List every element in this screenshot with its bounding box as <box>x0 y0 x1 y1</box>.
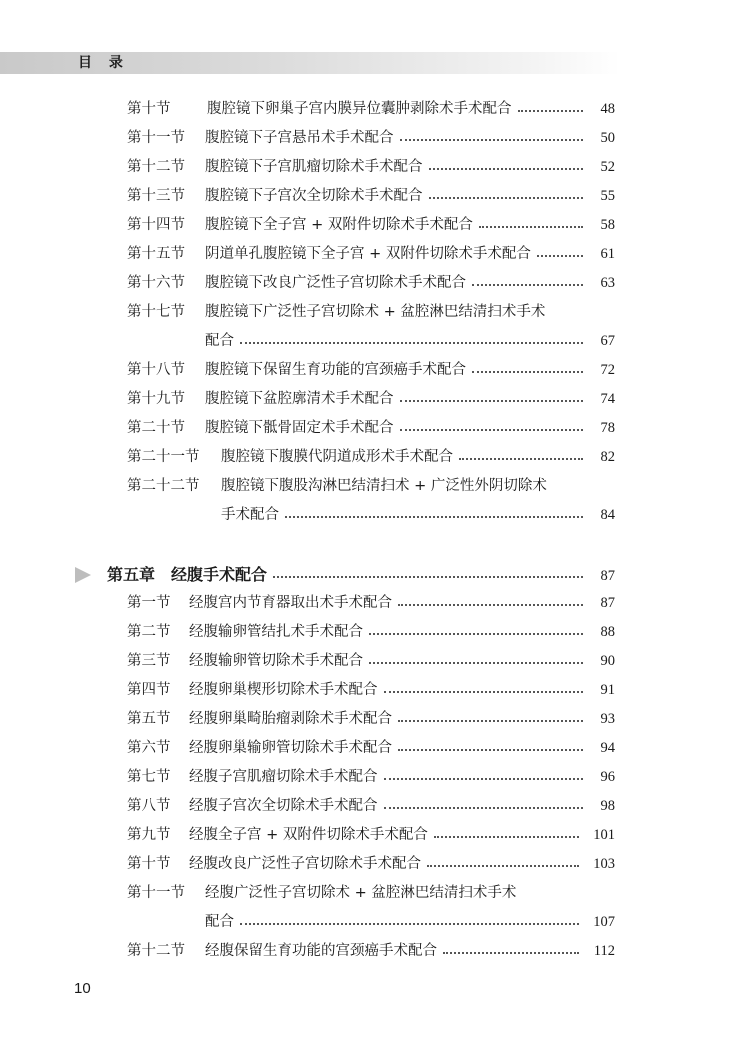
section-title: 腹腔镜下盆腔廓清术手术配合 <box>205 391 394 407</box>
section-title: 经腹改良广泛性子宫切除术手术配合 <box>189 856 421 872</box>
section-title-continued: 手术配合 <box>221 507 279 523</box>
section-title: 经腹输卵管切除术手术配合 <box>189 653 363 669</box>
leader-dots <box>472 284 583 286</box>
section-title: 腹腔镜下广泛性子宫切除术 + 盆腔淋巴结清扫术手术 <box>205 304 546 320</box>
toc-entry-line2[interactable] <box>205 911 615 933</box>
leader-dots <box>518 110 584 112</box>
leader-dots <box>398 749 583 751</box>
section-title: 经腹卵巢楔形切除术手术配合 <box>189 682 378 698</box>
toc-entry[interactable] <box>127 98 615 120</box>
toc-entry[interactable] <box>127 388 615 410</box>
section-title: 经腹卵巢畸胎瘤剥除术手术配合 <box>189 711 392 727</box>
leader-dots <box>398 604 583 606</box>
leader-dots <box>384 691 584 693</box>
page-ref: 72 <box>600 362 615 378</box>
leader-dots <box>427 865 579 867</box>
toc-header-title: 目 录 <box>78 55 129 71</box>
chapter-arrow-icon <box>75 567 91 583</box>
section-title: 腹腔镜下骶骨固定术手术配合 <box>205 420 394 436</box>
page-ref: 58 <box>600 217 615 233</box>
section-number: 第三节 <box>127 653 171 669</box>
section-title: 腹腔镜下子宫悬吊术手术配合 <box>205 130 394 146</box>
toc-entry-line2[interactable] <box>221 504 615 526</box>
toc-entry[interactable] <box>127 679 615 701</box>
section-number: 第十六节 <box>127 275 185 291</box>
leader-dots <box>398 720 583 722</box>
page-ref: 112 <box>593 943 615 959</box>
page-ref: 50 <box>600 130 615 146</box>
leader-dots <box>434 836 579 838</box>
toc-entry[interactable] <box>127 940 615 962</box>
toc-entry[interactable] <box>127 592 615 614</box>
page-ref: 78 <box>600 420 615 436</box>
section-title: 阴道单孔腹腔镜下全子宫 + 双附件切除术手术配合 <box>205 246 531 262</box>
leader-dots <box>273 576 583 578</box>
page-ref: 74 <box>600 391 615 407</box>
toc-entry[interactable] <box>127 156 615 178</box>
leader-dots <box>429 168 584 170</box>
section-number: 第十五节 <box>127 246 185 262</box>
page-ref: 103 <box>593 856 615 872</box>
section-title: 经腹宫内节育器取出术手术配合 <box>189 595 392 611</box>
toc-entry[interactable] <box>127 795 615 817</box>
section-number: 第十二节 <box>127 943 185 959</box>
section-number: 第六节 <box>127 740 171 756</box>
page-ref: 101 <box>593 827 615 843</box>
toc-entry[interactable] <box>127 417 615 439</box>
leader-dots <box>459 458 583 460</box>
section-number: 第二十二节 <box>127 478 200 494</box>
leader-dots <box>400 429 584 431</box>
section-title: 经腹广泛性子宫切除术 + 盆腔淋巴结清扫术手术 <box>205 885 517 901</box>
section-number: 第十一节 <box>127 885 185 901</box>
section-title: 经腹子宫次全切除术手术配合 <box>189 798 378 814</box>
section-number: 第八节 <box>127 798 171 814</box>
section-number: 第四节 <box>127 682 171 698</box>
leader-dots <box>384 807 584 809</box>
page-ref: 96 <box>600 769 615 785</box>
page-ref: 52 <box>600 159 615 175</box>
toc-entry[interactable] <box>127 853 615 875</box>
leader-dots <box>240 342 583 344</box>
leader-dots <box>472 371 583 373</box>
section-title: 经腹子宫肌瘤切除术手术配合 <box>189 769 378 785</box>
toc-entry[interactable] <box>127 650 615 672</box>
leader-dots <box>400 139 584 141</box>
section-title: 腹腔镜下卵巢子宫内膜异位囊肿剥除术手术配合 <box>207 101 512 117</box>
leader-dots <box>369 633 583 635</box>
leader-dots <box>479 226 583 228</box>
section-title: 腹腔镜下腹股沟淋巴结清扫术 + 广泛性外阴切除术 <box>221 478 547 494</box>
section-number: 第十九节 <box>127 391 185 407</box>
toc-entry[interactable] <box>127 243 615 265</box>
section-number: 第二节 <box>127 624 171 640</box>
page-ref: 61 <box>600 246 615 262</box>
page-number: 10 <box>74 980 91 997</box>
toc-entry-line1[interactable] <box>127 301 545 323</box>
leader-dots <box>384 778 584 780</box>
page-ref: 55 <box>600 188 615 204</box>
toc-entry[interactable] <box>127 766 615 788</box>
toc-entry-line2[interactable] <box>205 330 615 352</box>
page-ref: 48 <box>600 101 615 117</box>
toc-entry[interactable] <box>127 446 615 468</box>
chapter-title: 第五章 经腹手术配合 <box>107 565 268 584</box>
leader-dots <box>369 662 583 664</box>
page-ref: 94 <box>600 740 615 756</box>
toc-entry-line1[interactable] <box>127 475 547 497</box>
section-number: 第十四节 <box>127 217 185 233</box>
section-title: 腹腔镜下改良广泛性子宫切除术手术配合 <box>205 275 466 291</box>
page-ref: 63 <box>600 275 615 291</box>
section-number: 第二十节 <box>127 420 185 436</box>
page-ref: 98 <box>600 798 615 814</box>
section-number: 第二十一节 <box>127 449 200 465</box>
leader-dots <box>443 952 579 954</box>
toc-entry-line1[interactable] <box>127 882 516 904</box>
toc-entry[interactable] <box>127 127 615 149</box>
section-number: 第十节 <box>127 856 171 872</box>
toc-entry[interactable] <box>127 214 615 236</box>
toc-entry[interactable] <box>127 824 615 846</box>
toc-entry[interactable] <box>127 621 615 643</box>
section-title: 经腹保留生育功能的宫颈癌手术配合 <box>205 943 437 959</box>
section-title: 腹腔镜下保留生育功能的宫颈癌手术配合 <box>205 362 466 378</box>
page-ref: 107 <box>593 914 615 930</box>
leader-dots <box>400 400 584 402</box>
leader-dots <box>429 197 584 199</box>
section-title: 经腹全子宫 + 双附件切除术手术配合 <box>189 827 428 843</box>
section-number: 第七节 <box>127 769 171 785</box>
page-ref: 93 <box>600 711 615 727</box>
section-title: 腹腔镜下腹膜代阴道成形术手术配合 <box>221 449 453 465</box>
section-title-continued: 配合 <box>205 914 234 930</box>
section-number: 第十二节 <box>127 159 185 175</box>
section-number: 第一节 <box>127 595 171 611</box>
page-ref: 84 <box>600 507 615 523</box>
page-ref: 67 <box>600 333 615 349</box>
page-ref: 82 <box>600 449 615 465</box>
section-title: 腹腔镜下全子宫 + 双附件切除术手术配合 <box>205 217 473 233</box>
section-title: 经腹卵巢输卵管切除术手术配合 <box>189 740 392 756</box>
page-ref: 87 <box>600 568 615 584</box>
leader-dots <box>537 255 583 257</box>
section-number: 第十三节 <box>127 188 185 204</box>
section-number: 第九节 <box>127 827 171 843</box>
toc-entry[interactable] <box>127 737 615 759</box>
section-title-continued: 配合 <box>205 333 234 349</box>
section-number: 第十一节 <box>127 130 185 146</box>
section-title: 腹腔镜下子宫次全切除术手术配合 <box>205 188 423 204</box>
page-ref: 88 <box>600 624 615 640</box>
page-ref: 87 <box>600 595 615 611</box>
section-number: 第十节 <box>127 101 171 117</box>
toc-entry[interactable] <box>127 708 615 730</box>
toc-entry[interactable] <box>127 359 615 381</box>
section-number: 第十七节 <box>127 304 185 320</box>
toc-entry[interactable] <box>127 185 615 207</box>
page-ref: 91 <box>600 682 615 698</box>
section-title: 经腹输卵管结扎术手术配合 <box>189 624 363 640</box>
toc-entry[interactable] <box>127 272 615 294</box>
leader-dots <box>240 923 579 925</box>
section-number: 第十八节 <box>127 362 185 378</box>
chapter-entry[interactable] <box>107 563 615 587</box>
leader-dots <box>285 516 583 518</box>
section-title: 腹腔镜下子宫肌瘤切除术手术配合 <box>205 159 423 175</box>
page-ref: 90 <box>600 653 615 669</box>
section-number: 第五节 <box>127 711 171 727</box>
